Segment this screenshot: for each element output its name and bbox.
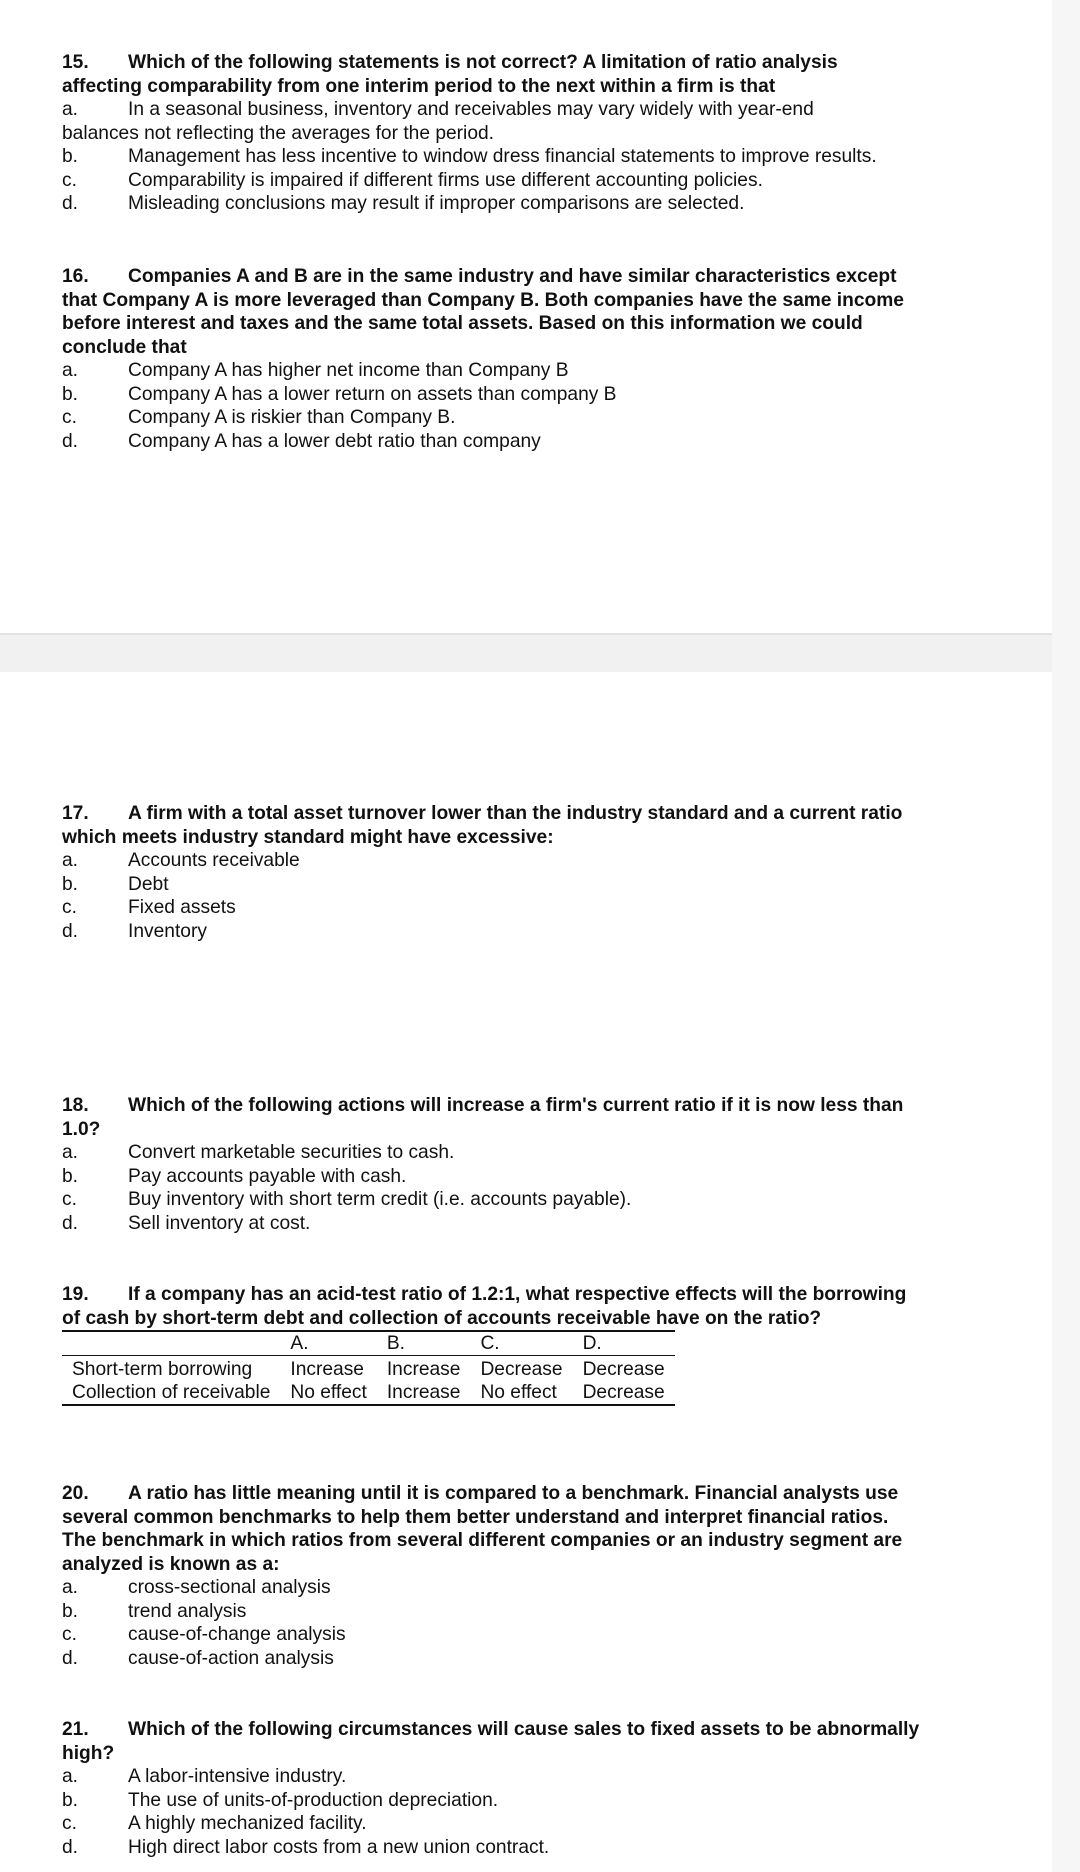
table-cell: Decrease: [480, 1359, 563, 1380]
option-letter: b.: [62, 1600, 79, 1622]
option-letter: d.: [62, 1212, 79, 1234]
option-text: Management has less incentive to window dress financial statements to improve results.: [128, 146, 877, 167]
table-row: [62, 1356, 675, 1382]
option-letter: b.: [62, 1789, 79, 1811]
answer-option-b: [62, 1600, 922, 1624]
option-text: In a seasonal business, inventory and receivables may vary widely with year-end: [128, 99, 814, 120]
answer-option-d: [62, 1647, 922, 1671]
table-header-row: [62, 1331, 675, 1356]
option-text: Company A is riskier than Company B.: [128, 407, 456, 428]
option-text: Pay accounts payable with cash.: [128, 1165, 407, 1187]
option-text: Buy inventory with short term credit (i.e. accounts payable).: [128, 1189, 632, 1210]
answer-option-c: [62, 1623, 922, 1647]
question-15: [62, 51, 922, 216]
answer-option-c: [62, 406, 922, 430]
option-letter: d.: [62, 430, 79, 452]
option-text: The use of units-of-production depreciation.: [128, 1789, 499, 1811]
question-stem: [62, 802, 922, 849]
option-letter: a.: [62, 850, 79, 871]
question-text: Which of the following actions will increase a firm's current ratio if it is now less than 1.0?: [62, 1095, 904, 1140]
answer-option-a: [62, 1141, 922, 1165]
scrollbar-track[interactable]: [1052, 0, 1080, 1872]
option-text: Misleading conclusions may result if improper comparisons are selected.: [128, 193, 745, 214]
table-cell: Increase: [386, 1359, 461, 1380]
answer-option-a: [62, 1765, 922, 1789]
question-20: [62, 1482, 922, 1670]
answer-option-c: [62, 1188, 922, 1212]
question-text: Which of the following circumstances will cause sales to fixed assets to be abnormally high?: [62, 1719, 920, 1764]
option-text: Inventory: [128, 920, 207, 942]
answer-option-b: [62, 873, 922, 897]
answer-option-d: [62, 1212, 922, 1236]
option-letter: c.: [62, 169, 77, 191]
question-18: [62, 1094, 922, 1235]
table-cell: Decrease: [582, 1359, 665, 1380]
question-stem: [62, 265, 922, 359]
question-17: [62, 802, 922, 943]
question-stem: [62, 1482, 922, 1576]
option-text: cause-of-action analysis: [128, 1647, 334, 1669]
option-letter: d.: [62, 1836, 79, 1858]
answer-option-a: [62, 849, 922, 873]
option-letter: a.: [62, 99, 79, 120]
option-text: A labor-intensive industry.: [128, 1766, 347, 1787]
answer-option-c: [62, 169, 922, 193]
option-text: Sell inventory at cost.: [128, 1212, 311, 1234]
option-text: cross-sectional analysis: [128, 1577, 331, 1598]
option-letter: c.: [62, 897, 77, 918]
option-letter: d.: [62, 920, 79, 942]
option-text: Company A has a lower return on assets than company B: [128, 383, 617, 405]
option-letter: a.: [62, 1766, 79, 1787]
answer-option-c: [62, 896, 922, 920]
option-text: cause-of-change analysis: [128, 1624, 346, 1645]
option-letter: a.: [62, 360, 79, 381]
question-number: 16.: [62, 266, 89, 287]
question-text: If a company has an acid-test ratio of 1.2:1, what respective effects will the borrowing of cash by short-term debt and collection of accounts receivable have on the ratio?: [62, 1284, 907, 1329]
option-text: Convert marketable securities to cash.: [128, 1142, 455, 1163]
option-text: Accounts receivable: [128, 850, 300, 871]
option-text: Company A has a lower debt ratio than company: [128, 430, 541, 452]
answer-option-c: [62, 1812, 922, 1836]
table-header-cell: B.: [386, 1333, 405, 1354]
answer-option-a: [62, 359, 922, 383]
option-text: A highly mechanized facility.: [128, 1813, 367, 1834]
answer-option-b: [62, 383, 922, 407]
option-letter: b.: [62, 383, 79, 405]
question-number: 20.: [62, 1483, 89, 1504]
option-text: Company A has higher net income than Company B: [128, 360, 569, 381]
question-16: [62, 265, 922, 453]
option-letter: b.: [62, 1165, 79, 1187]
table-header-cell: D.: [582, 1333, 602, 1354]
question-19: [62, 1283, 922, 1406]
table-header-cell: C.: [480, 1333, 500, 1354]
table-cell: No effect: [290, 1382, 367, 1403]
option-text: High direct labor costs from a new union contract.: [128, 1836, 550, 1858]
table-row: [62, 1381, 675, 1405]
option-text: Debt: [128, 873, 169, 895]
answer-option-b: [62, 1789, 922, 1813]
option-letter: a.: [62, 1142, 79, 1163]
option-text: Comparability is impaired if different firms use different accounting policies.: [128, 169, 763, 191]
table-cell: Increase: [290, 1359, 364, 1380]
option-letter: d.: [62, 193, 79, 214]
table-header-cell: A.: [290, 1333, 309, 1354]
question-text: A firm with a total asset turnover lower than the industry standard and a current ratio which meets industry standard might have excessive:: [62, 803, 903, 848]
answer-option-d: [62, 430, 922, 454]
option-text: trend analysis: [128, 1600, 247, 1622]
table-cell: Decrease: [582, 1382, 665, 1403]
option-letter: c.: [62, 407, 77, 428]
question-number: 19.: [62, 1284, 89, 1305]
question-21: [62, 1718, 922, 1859]
page-divider: [0, 633, 1052, 635]
question-number: 17.: [62, 803, 89, 824]
option-letter: a.: [62, 1577, 79, 1598]
effects-table: [62, 1330, 675, 1406]
question-number: 21.: [62, 1719, 89, 1740]
table-header-cell: [62, 1331, 280, 1356]
option-letter: c.: [62, 1189, 77, 1210]
option-letter: c.: [62, 1813, 77, 1834]
table-cell: Short-term borrowing: [72, 1359, 253, 1380]
answer-option-d: [62, 192, 922, 216]
question-stem: [62, 1094, 922, 1141]
option-text: Fixed assets: [128, 897, 236, 918]
question-stem: [62, 1718, 922, 1765]
question-text: Companies A and B are in the same industry and have similar characteristics except that Company A is more leveraged than Company B. Both companies have the same income before interest and taxes and the same total assets. Based on this information we could conclude that: [62, 266, 904, 358]
answer-option-d: [62, 920, 922, 944]
answer-option-d: [62, 1836, 922, 1860]
option-letter: d.: [62, 1647, 79, 1669]
question-stem: [62, 1283, 922, 1330]
answer-option-b: [62, 1165, 922, 1189]
table-cell: Increase: [386, 1382, 461, 1403]
option-text-continued: balances not reflecting the averages for the period.: [62, 122, 494, 144]
table-cell: Collection of receivable: [72, 1382, 271, 1403]
question-number: 15.: [62, 52, 89, 73]
answer-option-a: [62, 1576, 922, 1600]
option-letter: c.: [62, 1624, 77, 1645]
table-cell: No effect: [480, 1382, 557, 1403]
option-letter: b.: [62, 873, 79, 895]
question-stem: [62, 51, 922, 98]
answer-option-a: [62, 98, 922, 122]
question-text: A ratio has little meaning until it is compared to a benchmark. Financial analysts use several common benchmarks to help them better understand and interpret financial ratios. The benchmark in which ratios from several different companies or an industry segment are analyzed is known as a:: [62, 1483, 903, 1575]
question-number: 18.: [62, 1095, 89, 1116]
option-letter: b.: [62, 146, 79, 167]
answer-option-b: [62, 145, 922, 169]
question-text: Which of the following statements is not correct? A limitation of ratio analysis affecting comparability from one interim period to the next within a firm is that: [62, 52, 838, 97]
